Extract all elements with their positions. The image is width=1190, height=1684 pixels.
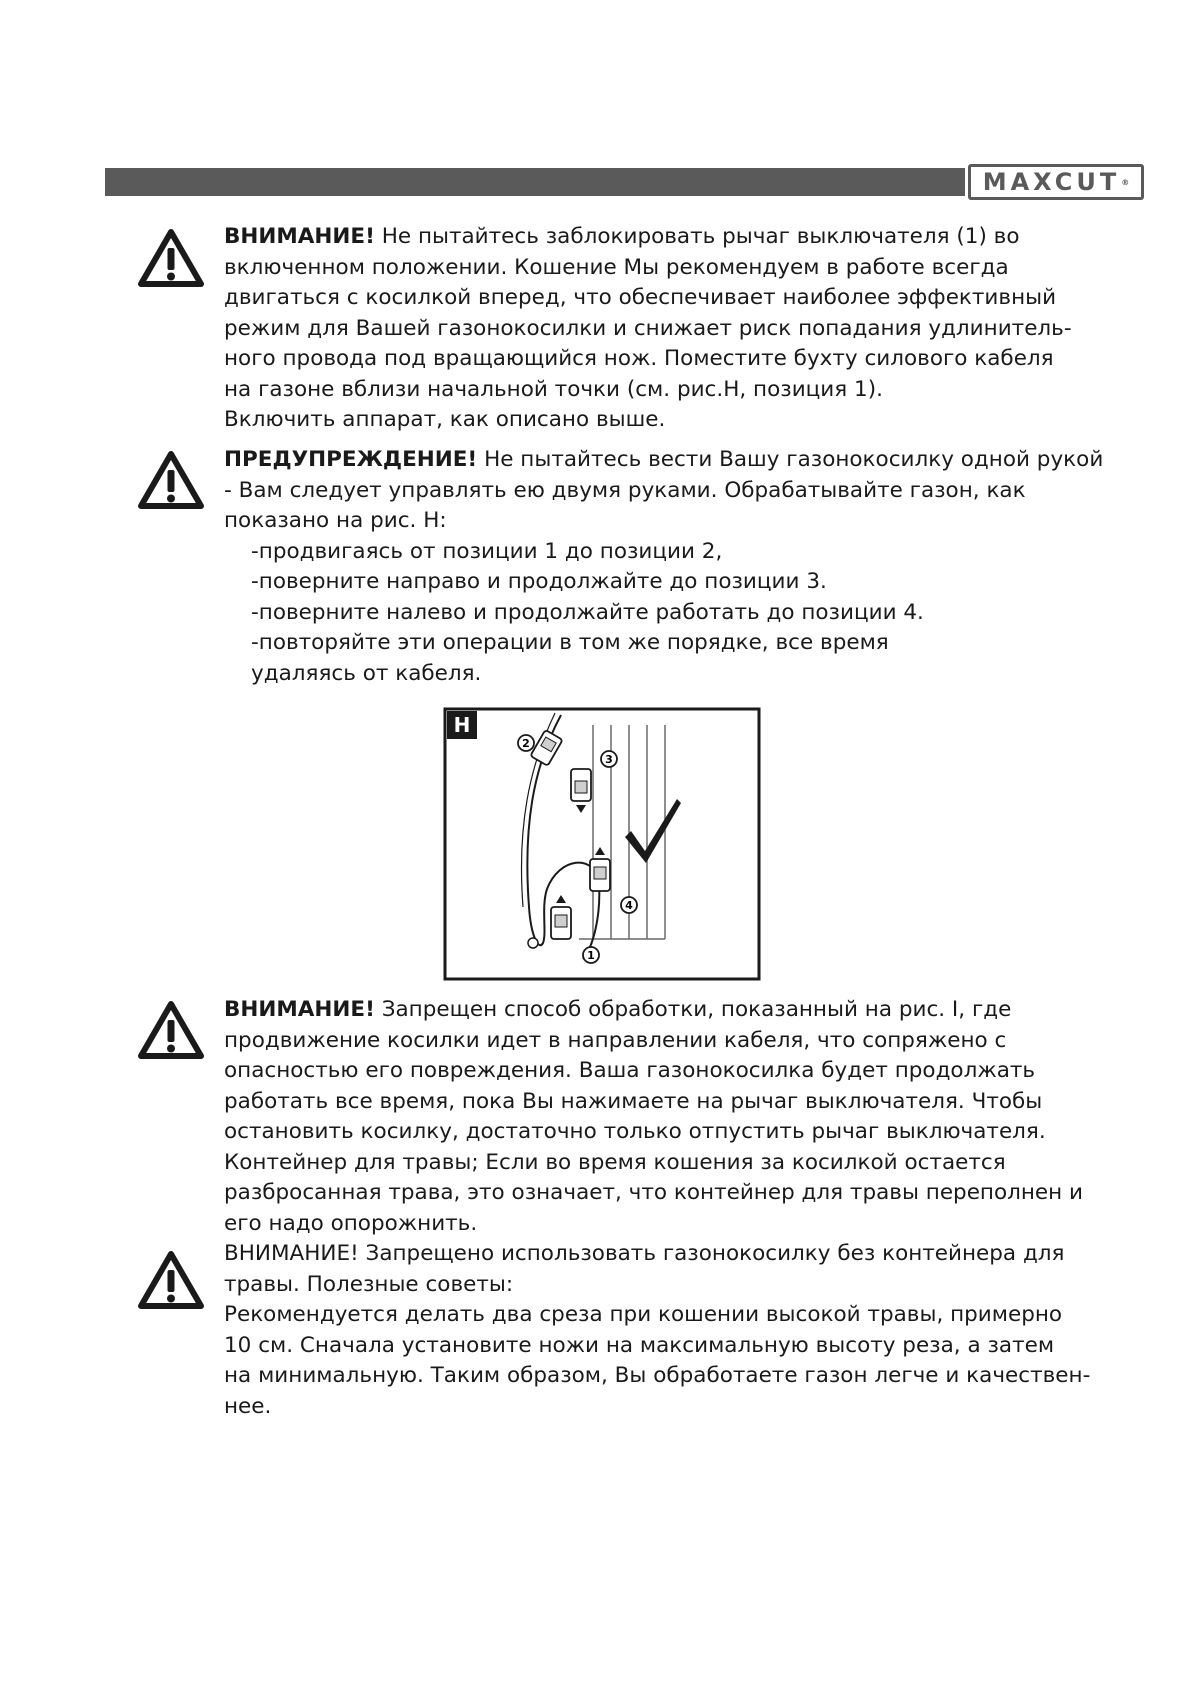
- brand-mark: ®: [1121, 177, 1130, 187]
- text-line: режим для Вашей газонокосилки и снижает риск попадания удлинитель-: [224, 315, 1072, 341]
- step-item: -поверните направо и продолжайте до позиции 3.: [251, 569, 827, 594]
- figure-label: H: [453, 713, 471, 737]
- position-2-label: 2: [522, 737, 530, 750]
- text-line: ВНИМАНИЕ! Запрещено использовать газонокосилку без контейнера для: [224, 1241, 1065, 1266]
- warning-triangle-icon: [138, 1250, 204, 1310]
- text-line: на газоне вблизи начальной точки (см. рис.Н, позиция 1).: [224, 376, 883, 402]
- cable-coil-icon: [528, 938, 538, 948]
- text-line: 10 см. Сначала установите ножи на максимальную высоту реза, а затем: [224, 1332, 1055, 1358]
- text-line: опасностью его повреждения. Ваша газонокосилка будет продолжать: [224, 1058, 1036, 1083]
- text-line: остановить косилку, достаточно только отпустить рычаг выключателя.: [224, 1119, 1046, 1144]
- brand-logo: [968, 164, 1144, 200]
- text-line: ВНИМАНИЕ! Не пытайтесь заблокировать рычаг выключателя (1) во: [224, 224, 1020, 249]
- position-4-label: 4: [625, 899, 633, 912]
- warning-paragraph-1: [224, 222, 1084, 436]
- text-line: Включить аппарат, как описано выше.: [224, 407, 666, 432]
- text-line: нее.: [224, 1393, 272, 1419]
- text-line: работать все время, пока Вы нажимаете на рычаг выключателя. Чтобы: [224, 1088, 1043, 1114]
- text-line: травы. Полезные советы:: [224, 1271, 514, 1297]
- brand-name: MAXCUT: [982, 168, 1121, 196]
- position-3-label: 3: [605, 753, 613, 766]
- text-line: Рекомендуется делать два среза при кошении высокой травы, примерно: [224, 1302, 1063, 1327]
- text-line: ного провода под вращающийся нож. Поместите бухту силового кабеля: [224, 346, 1054, 371]
- text-line: включенном положении. Кошение Мы рекомендуем в работе всегда: [224, 254, 1009, 280]
- warning-paragraph-2: [224, 445, 1104, 689]
- step-item: -продвигаясь от позиции 1 до позиции 2,: [251, 538, 723, 564]
- text-line: - Вам следует управлять ею двумя руками. Обрабатывайте газон, как: [224, 477, 1026, 503]
- text-line: показано на рис. Н:: [224, 508, 447, 533]
- warning-triangle-icon: [138, 1000, 204, 1060]
- text-line: ПРЕДУПРЕЖДЕНИЕ! Не пытайтесь вести Вашу газонокосилку одной рукой: [224, 447, 1104, 472]
- step-item: -поверните налево и продолжайте работать до позиции 4.: [251, 599, 924, 625]
- text-line: ВНИМАНИЕ! Запрещен способ обработки, показанный на рис. I, где: [224, 997, 1012, 1022]
- text-line: его надо опорожнить.: [224, 1210, 478, 1236]
- step-item: -повторяйте эти операции в том же порядке, все время: [251, 630, 889, 655]
- text-line: на минимальную. Таким образом, Вы обработаете газон легче и качествен-: [224, 1363, 1091, 1388]
- warning-triangle-icon: [138, 450, 204, 510]
- text-line: продвижение косилки идет в направлении кабеля, что сопряжено с: [224, 1027, 1007, 1053]
- warning-paragraph-3: [224, 995, 1084, 1239]
- step-item: удаляясь от кабеля.: [251, 660, 482, 686]
- position-1-label: 1: [587, 949, 595, 962]
- text-line: Контейнер для травы; Если во время кошения за косилкой остается: [224, 1149, 1006, 1175]
- figure-h: [443, 707, 761, 981]
- warning-paragraph-4: [224, 1239, 1091, 1422]
- header-bar: [105, 168, 965, 196]
- text-line: разбросанная трава, это означает, что контейнер для травы переполнен и: [224, 1180, 1084, 1205]
- warning-triangle-icon: [138, 228, 204, 288]
- text-line: двигаться с косилкой вперед, что обеспечивает наиболее эффективный: [224, 285, 1057, 310]
